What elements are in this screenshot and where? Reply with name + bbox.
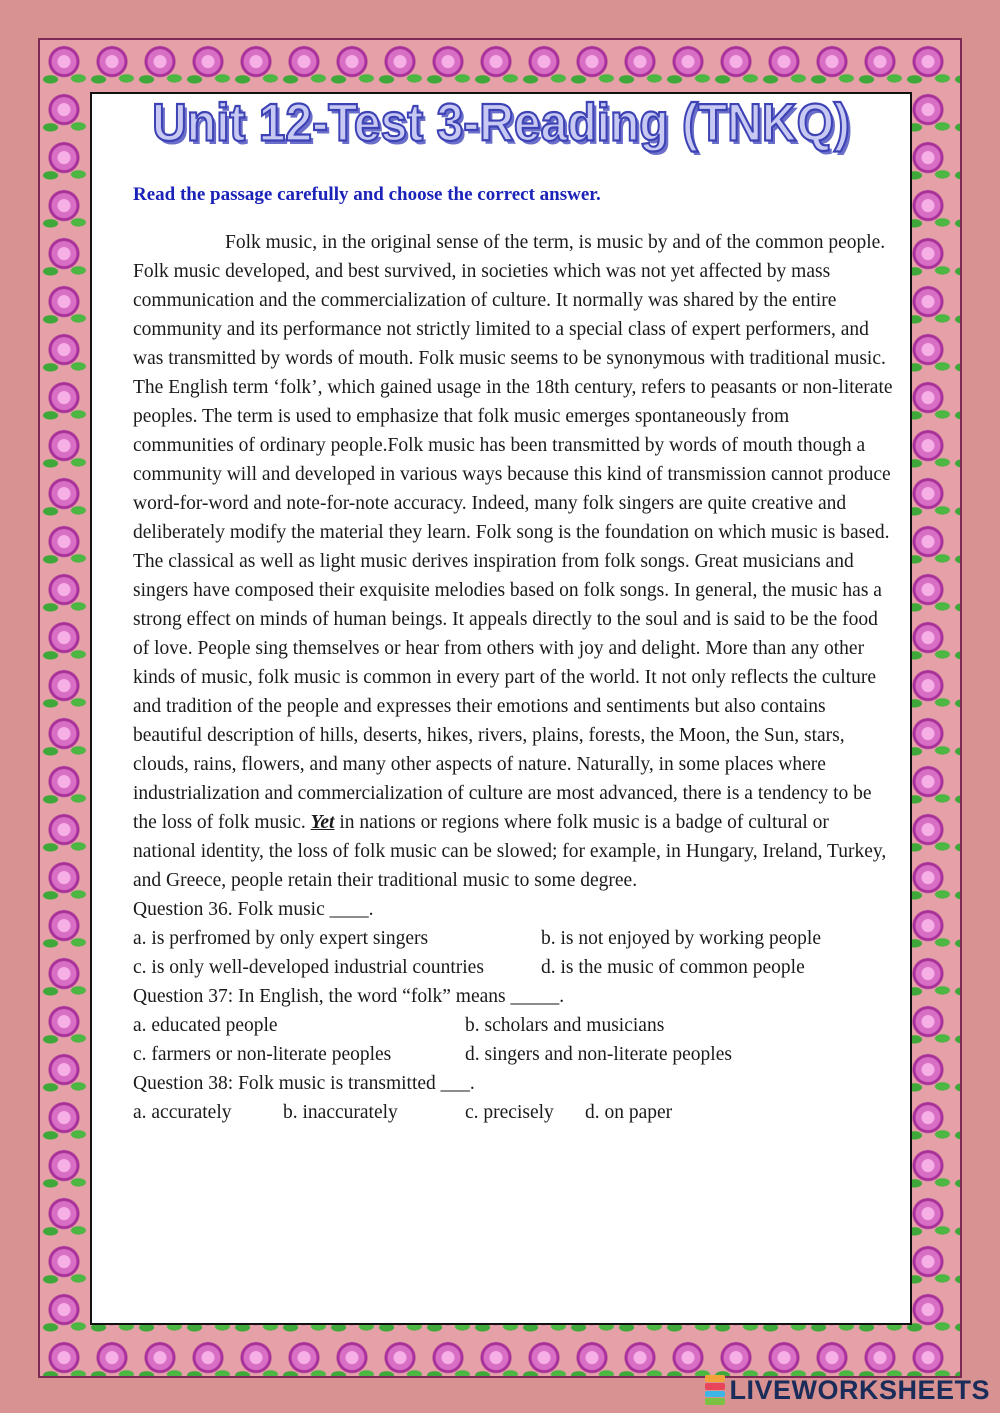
question-38-option-c[interactable]: c. precisely	[465, 1102, 554, 1123]
question-38-options-row	[133, 1098, 893, 1127]
question-36-option-b[interactable]: b. is not enjoyed by working people	[541, 928, 821, 949]
question-36-option-d[interactable]: d. is the music of common people	[541, 957, 805, 978]
question-37-options-row-2	[133, 1040, 893, 1069]
question-38-option-b[interactable]: b. inaccurately	[283, 1102, 398, 1123]
liveworksheets-logo-icon	[705, 1375, 725, 1405]
worksheet-content	[133, 228, 893, 1127]
reading-passage	[133, 228, 893, 895]
question-37-option-a[interactable]: a. educated people	[133, 1015, 278, 1036]
liveworksheets-logo-text: LIVEWORKSHEETS	[729, 1374, 990, 1405]
question-36-stem: Question 36. Folk music ____.	[133, 899, 374, 920]
question-37-stem: Question 37: In English, the word “folk” means _____.	[133, 986, 565, 1007]
liveworksheets-logo	[705, 1372, 990, 1408]
logo-block-4	[705, 1398, 725, 1405]
passage-text-after: in nations or regions where folk music is a badge of cultural or national identity, the loss of folk music can be slowed; for example, in Hungary, Ireland, Turkey, and Greece, people retain their traditional music to some degree.	[133, 812, 887, 891]
worksheet-title: Unit 12-Test 3-Reading (TNKQ)	[152, 94, 850, 153]
question-36-options-row-1	[133, 924, 893, 953]
question-37-option-c[interactable]: c. farmers or non-literate peoples	[133, 1044, 392, 1065]
question-38-stem: Question 38: Folk music is transmitted ___.	[133, 1073, 475, 1094]
question-37-option-b[interactable]: b. scholars and musicians	[465, 1015, 665, 1036]
logo-block-2	[705, 1383, 725, 1390]
question-36-options-row-2	[133, 953, 893, 982]
passage-text-before: Folk music, in the original sense of the term, is music by and of the common people. Folk music developed, and best survived, in societies which was not yet affected by mass communication and the commercialization of culture. It normally was shared by the entire community and its performance not strictly limited to a special class of expert performers, and was transmitted by words of mouth. Folk music seems to be synonymous with traditional music. The English term ‘folk’, which gained usage in the 18th century, refers to peasants or non-literate peoples. The term is used to emphasize that folk music emerges spontaneously from communities of ordinary people.Folk music has been transmitted by words of mouth though a community will and developed in various ways because this kind of transmission cannot produce word-for-word and note-for-note accuracy. Indeed, many folk singers are quite creative and deliberately modify the material they learn. Folk song is the foundation on which music is based. The classical as well as light music derives inspiration from folk songs. Great musicians and singers have composed their exquisite melodies based on folk songs. In general, the music has a strong effect on minds of human beings. It appeals directly to the soul and is said to be the food of love. People sing themselves or hear from others with joy and delight. More than any other kinds of music, folk music is common in every part of the world. It not only reflects the culture and tradition of the people and expresses their emotions and sentiments but also contains beautiful description of hills, deserts, hikes, rivers, plains, forests, the Moon, the Sun, stars, clouds, rains, flowers, and many other aspects of nature. Naturally, in some places where industrialization and commercialization of culture are most advanced, there is a tendency to be the loss of folk music.	[133, 232, 893, 833]
question-38-option-a[interactable]: a. accurately	[133, 1102, 232, 1123]
logo-block-3	[705, 1391, 725, 1398]
question-37-option-d[interactable]: d. singers and non-literate peoples	[465, 1044, 732, 1065]
instruction-text: Read the passage carefully and choose the correct answer.	[133, 184, 601, 205]
question-38-option-d[interactable]: d. on paper	[585, 1102, 673, 1123]
question-37-options-row-1	[133, 1011, 893, 1040]
question-36-option-a[interactable]: a. is perfromed by only expert singers	[133, 928, 429, 949]
logo-block-1	[705, 1375, 725, 1382]
question-36-option-c[interactable]: c. is only well-developed industrial countries	[133, 957, 484, 978]
passage-keyword: Yet	[310, 812, 335, 833]
